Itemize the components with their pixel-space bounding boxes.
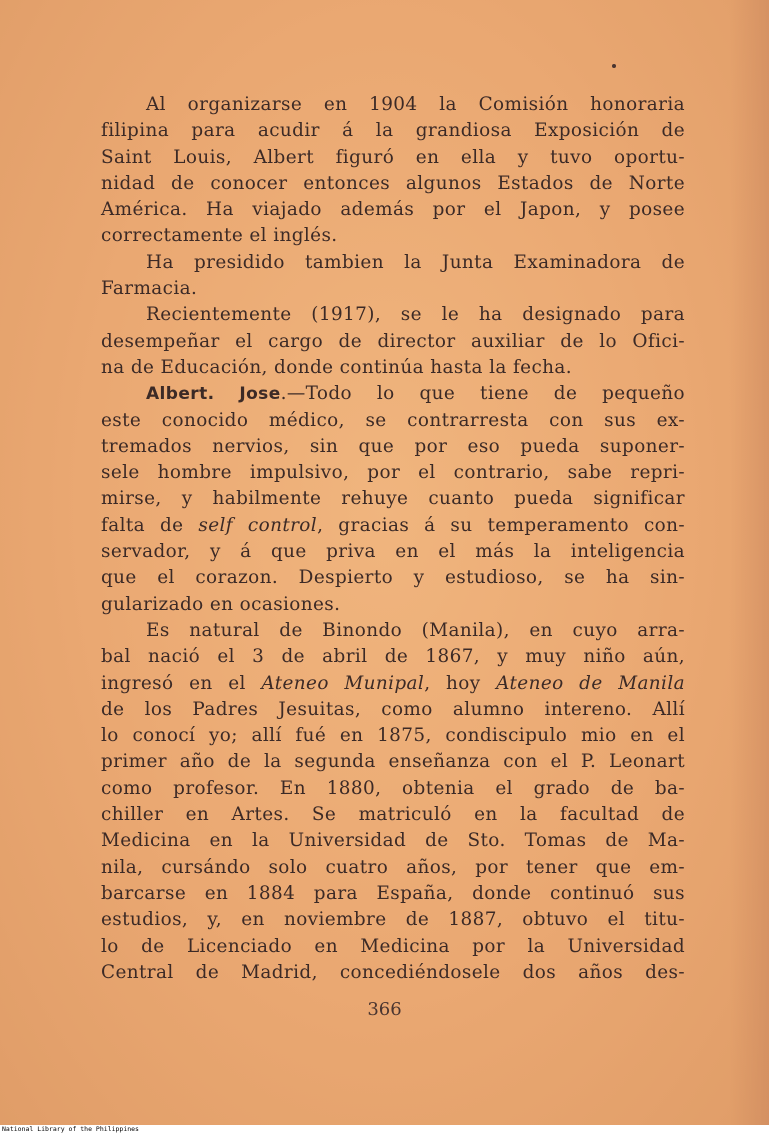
entry-intro: .—Todo lo que tiene de pequeño bbox=[280, 383, 685, 405]
paragraph-binondo bbox=[101, 618, 685, 986]
text-line: lo conocí yo; allí fué en 1875, condiscipulo mio en el bbox=[101, 725, 685, 747]
text-line bbox=[101, 671, 685, 697]
italic-phrase: self control bbox=[198, 514, 318, 536]
text-line: na de Educación, donde continúa hasta la fecha. bbox=[101, 356, 573, 378]
text-line: Farmacia. bbox=[101, 278, 198, 300]
text-line bbox=[101, 381, 685, 407]
paragraph-junta bbox=[101, 250, 685, 303]
paragraph-comision bbox=[101, 92, 685, 250]
text-line: Es natural de Binondo (Manila), en cuyo arra- bbox=[146, 619, 685, 641]
text-fragment: , hoy bbox=[424, 672, 497, 694]
text-line: nidad de conocer entonces algunos Estados de Norte bbox=[101, 172, 685, 194]
text-line: estudios, y, en noviembre de 1887, obtuvo el titu- bbox=[101, 909, 685, 931]
text-line: primer año de la segunda enseñanza con el P. Leonart bbox=[101, 751, 685, 773]
text-line: desempeñar el cargo de director auxiliar de lo Ofici- bbox=[101, 330, 685, 352]
text-line: nila, cursándo solo cuatro años, por tener que em- bbox=[101, 856, 685, 878]
ink-speck bbox=[612, 64, 616, 68]
text-fragment: ingresó en el bbox=[101, 672, 262, 694]
text-line bbox=[101, 513, 685, 539]
text-line: América. Ha viajado además por el Japon, y posee bbox=[101, 199, 685, 221]
text-line: Ha presidido tambien la Junta Examinadora de bbox=[146, 251, 685, 273]
text-line: que el corazon. Despierto y estudioso, se ha sin- bbox=[101, 567, 685, 589]
text-line: mirse, y habilmente rehuye cuanto pueda significar bbox=[101, 488, 685, 510]
text-line: bal nació el 3 de abril de 1867, y muy niño aún, bbox=[101, 646, 685, 668]
italic-phrase: Ateneo de Manila bbox=[496, 672, 685, 694]
text-line: servador, y á que priva en el más la inteligencia bbox=[101, 541, 685, 563]
text-line: Medicina en la Universidad de Sto. Tomas de Ma- bbox=[101, 830, 685, 852]
text-line: chiller en Artes. Se matriculó en la facultad de bbox=[101, 804, 685, 826]
text-line: sele hombre impulsivo, por el contrario, sabe repri- bbox=[101, 462, 685, 484]
text-fragment: , gracias á su temperamento con- bbox=[317, 514, 685, 536]
text-line: Recientemente (1917), se le ha designado para bbox=[146, 304, 685, 326]
text-line: Central de Madrid, concediéndosele dos años des- bbox=[101, 961, 685, 983]
text-line: lo de Licenciado en Medicina por la Universidad bbox=[101, 935, 685, 957]
text-line: Saint Louis, Albert figuró en ella y tuvo oportu- bbox=[101, 146, 685, 168]
text-line: barcarse en 1884 para España, donde continuó sus bbox=[101, 882, 685, 904]
text-fragment: falta de bbox=[101, 514, 199, 536]
page-number: 366 bbox=[367, 999, 402, 1020]
paragraph-albert-jose bbox=[101, 381, 685, 618]
body-text bbox=[101, 92, 685, 986]
text-line: Al organizarse en 1904 la Comisión honoraria bbox=[146, 94, 685, 115]
entry-name: Albert. Jose bbox=[146, 384, 281, 405]
paragraph-recientemente bbox=[101, 302, 685, 381]
italic-phrase: Ateneo Munipal bbox=[261, 672, 425, 694]
text-line: filipina para acudir á la grandiosa Exposición de bbox=[101, 120, 685, 142]
text-line: tremados nervios, sin que por eso pueda suponer- bbox=[101, 435, 685, 457]
text-line: gularizado en ocasiones. bbox=[101, 593, 341, 615]
page-edge-shadow bbox=[729, 0, 769, 1125]
text-line: como profesor. En 1880, obtenia el grado de ba- bbox=[101, 777, 685, 799]
text-line: este conocido médico, se contrarresta con sus ex- bbox=[101, 409, 685, 431]
text-line: correctamente el inglés. bbox=[101, 225, 338, 247]
text-line: de los Padres Jesuitas, como alumno intereno. Allí bbox=[101, 698, 685, 720]
library-credit: National Library of the Philippines bbox=[2, 1125, 139, 1133]
